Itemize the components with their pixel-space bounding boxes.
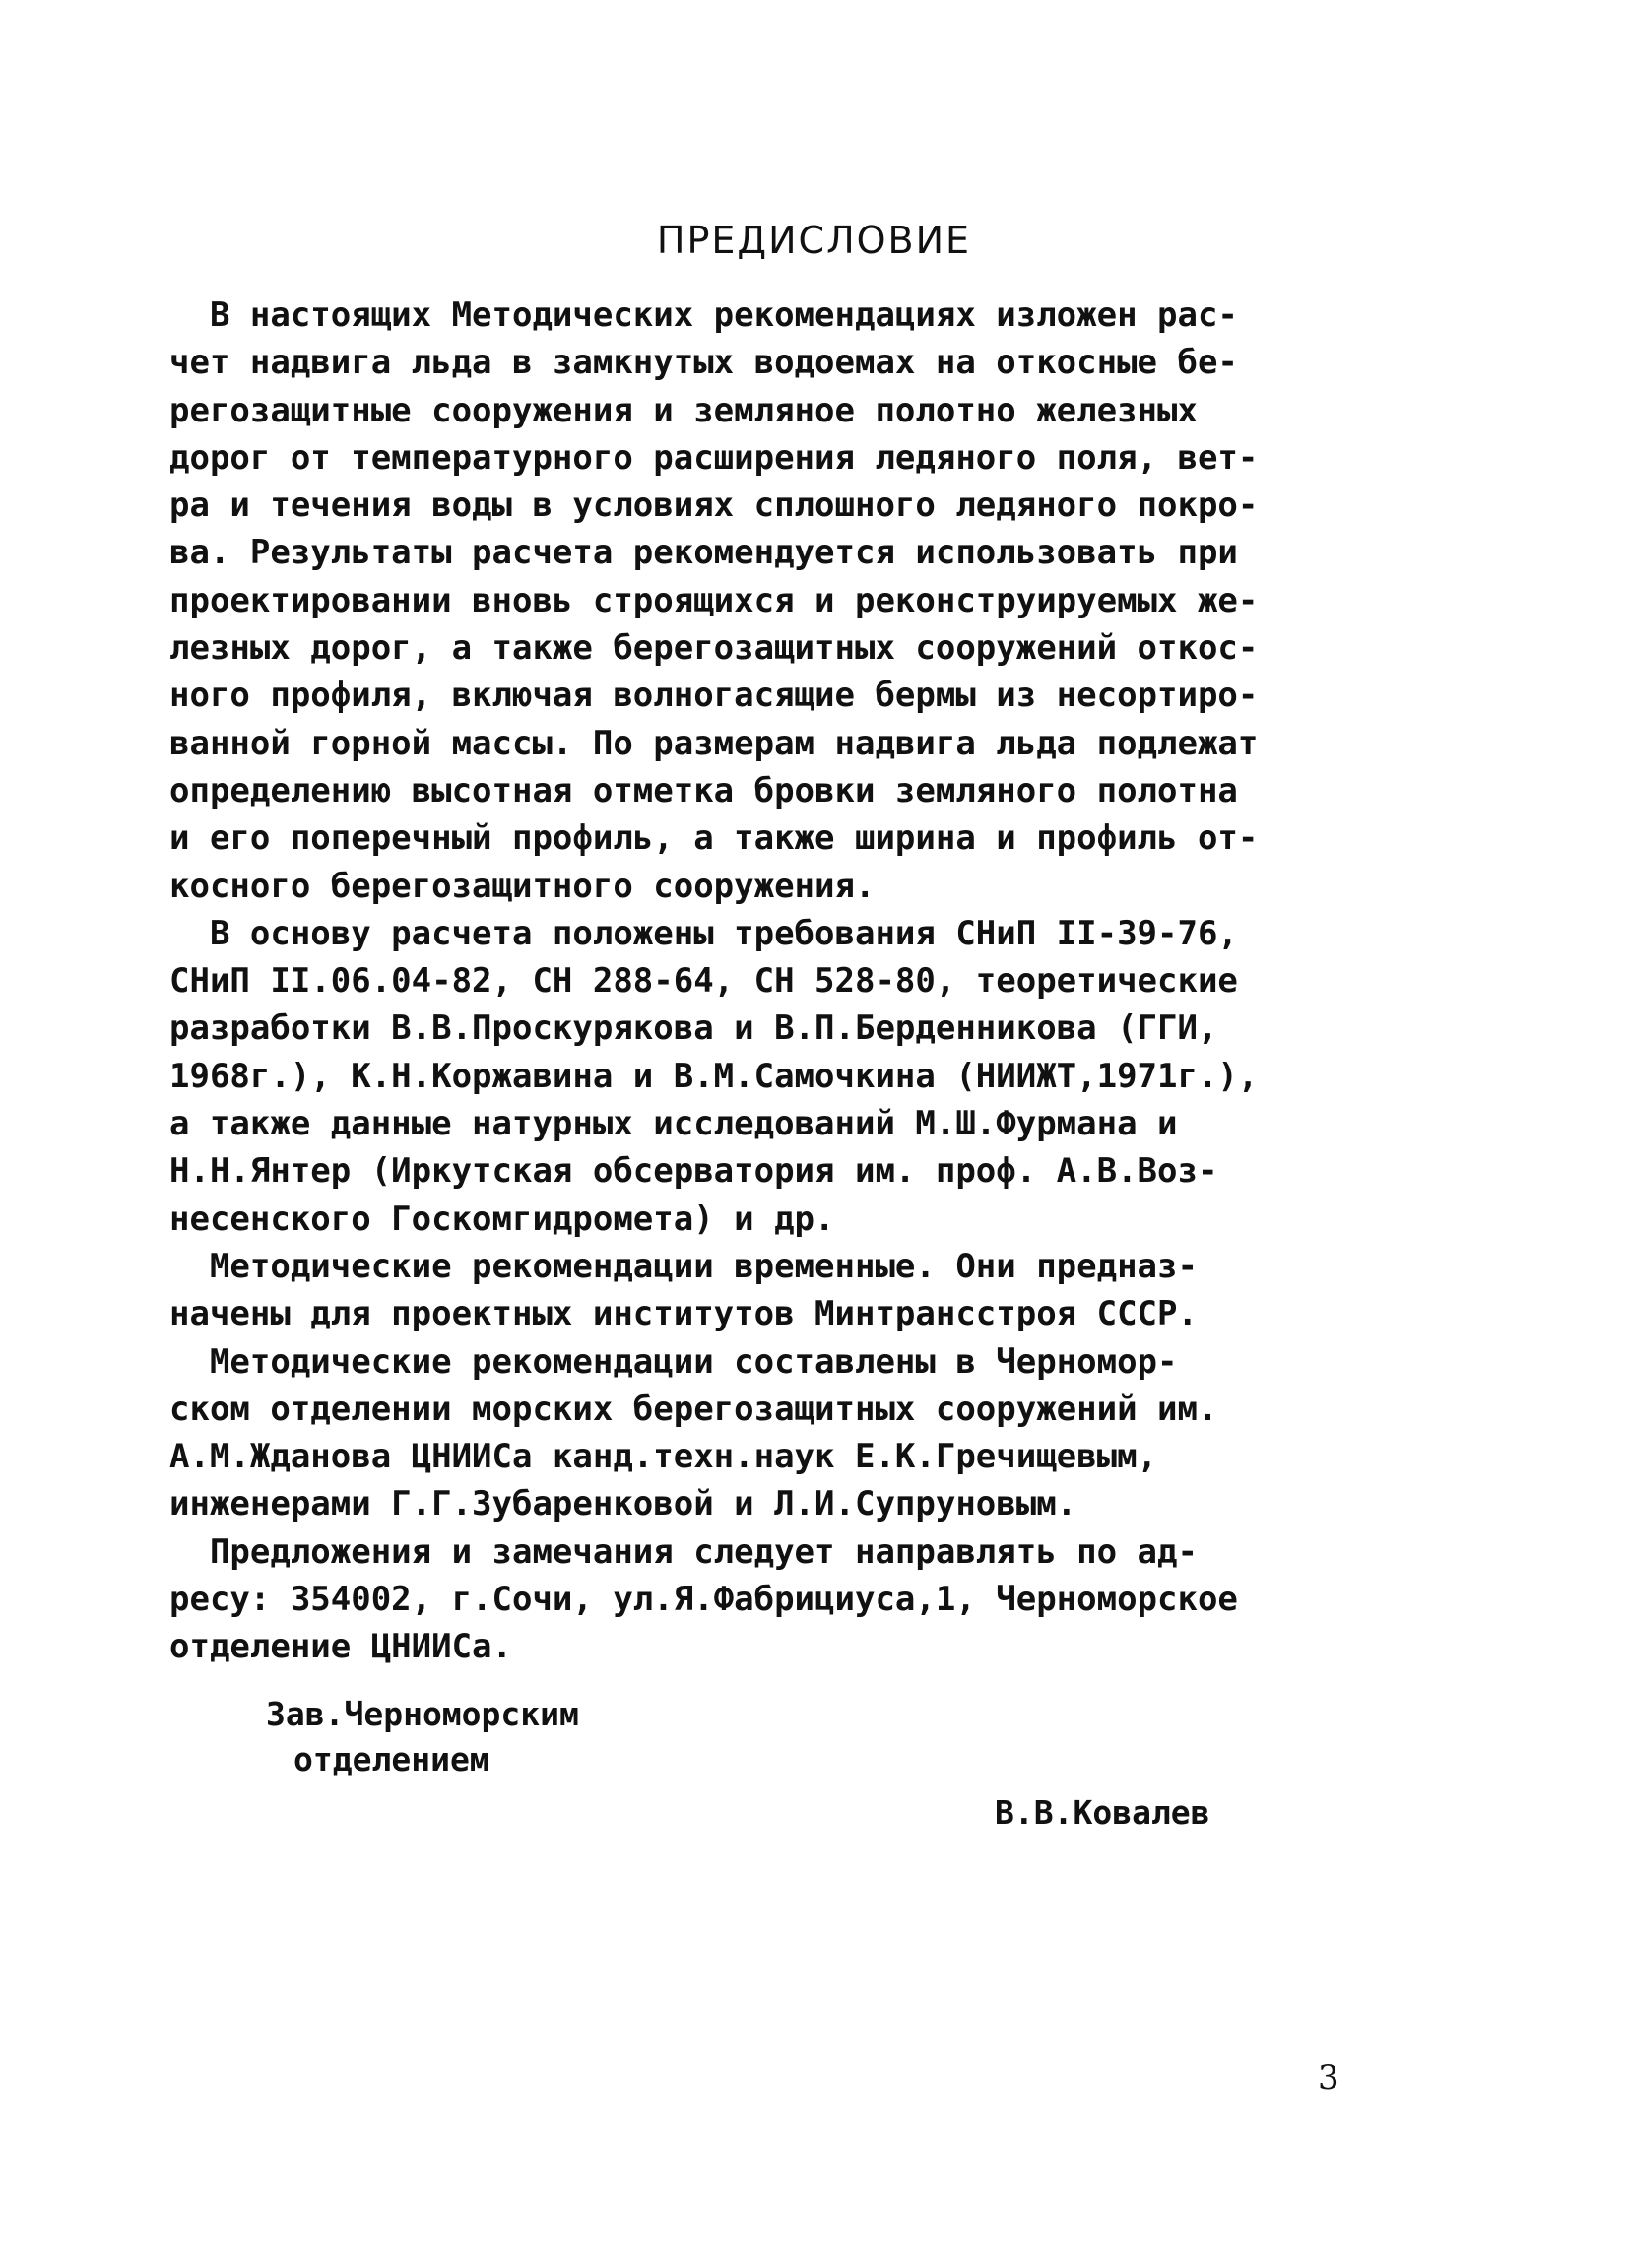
text-line: проектировании вновь строящихся и реконструируемых же- bbox=[169, 580, 1259, 620]
paragraph-authors bbox=[169, 1338, 1450, 1528]
text-line: а также данные натурных исследований М.Ш.Фурмана и bbox=[169, 1104, 1178, 1144]
signature-name: В.В.Ковалев bbox=[995, 1793, 1210, 1832]
text-line: инженерами Г.Г.Зубаренковой и Л.И.Супруновым. bbox=[169, 1484, 1077, 1524]
text-line: дорог от температурного расширения ледяного поля, вет- bbox=[169, 437, 1259, 478]
paragraph-basis bbox=[169, 910, 1450, 1243]
text-line: ва. Результаты расчета рекомендуется использовать при bbox=[169, 533, 1238, 573]
text-line: В основу расчета положены требования СНиП II-39-76, bbox=[169, 913, 1238, 953]
paragraph-status bbox=[169, 1243, 1450, 1338]
text-line: СНиП II.06.04-82, СН 288-64, СН 528-80, теоретические bbox=[169, 961, 1238, 1002]
text-line: Методические рекомендации временные. Они предназ- bbox=[169, 1246, 1198, 1286]
page-number: 3 bbox=[1318, 2058, 1339, 2098]
paragraph-scope bbox=[169, 292, 1450, 910]
text-line: В настоящих Методических рекомендациях изложен рас- bbox=[169, 295, 1238, 335]
text-line: ском отделении морских берегозащитных сооружений им. bbox=[169, 1389, 1218, 1429]
signature-position bbox=[266, 1692, 579, 1782]
text-line: А.М.Жданова ЦНИИСа канд.техн.наук Е.К.Гречищевым, bbox=[169, 1437, 1158, 1477]
text-line: начены для проектных институтов Минтрансстроя СССР. bbox=[169, 1294, 1198, 1334]
text-line: 1968г.), К.Н.Коржавина и В.М.Самочкина (НИИЖТ,1971г.), bbox=[169, 1056, 1259, 1096]
paragraph-address bbox=[169, 1528, 1450, 1671]
text-line: лезных дорог, а также берегозащитных сооружений откос- bbox=[169, 628, 1259, 669]
text-line: чет надвига льда в замкнутых водоемах на откосные бе- bbox=[169, 343, 1238, 383]
text-line: регозащитные сооружения и земляное полотно железных bbox=[169, 390, 1198, 430]
text-line: косного берегозащитного сооружения. bbox=[169, 866, 876, 906]
text-line: ра и течения воды в условиях сплошного ледяного покро- bbox=[169, 486, 1259, 526]
text-line: ресу: 354002, г.Сочи, ул.Я.Фабрициуса,1, Черноморское bbox=[169, 1580, 1238, 1620]
signature-position-line1: Зав.Черноморским bbox=[266, 1695, 579, 1733]
text-line: Предложения и замечания следует направлять по ад- bbox=[169, 1531, 1198, 1572]
text-line: Н.Н.Янтер (Иркутская обсерватория им. проф. А.В.Воз- bbox=[169, 1151, 1218, 1192]
text-line: ванной горной массы. По размерам надвига льда подлежат bbox=[169, 723, 1259, 763]
text-line: разработки В.В.Проскурякова и В.П.Берденникова (ГГИ, bbox=[169, 1008, 1218, 1049]
text-line: отделение ЦНИИСа. bbox=[169, 1627, 512, 1667]
preface-body bbox=[169, 292, 1450, 1671]
text-line: Методические рекомендации составлены в Черномор- bbox=[169, 1341, 1178, 1382]
text-line: определению высотная отметка бровки земляного полотна bbox=[169, 770, 1238, 810]
text-line: несенского Госкомгидромета) и др. bbox=[169, 1199, 835, 1239]
text-line: и его поперечный профиль, а также ширина и профиль от- bbox=[169, 818, 1259, 859]
page-title: ПРЕДИСЛОВИЕ bbox=[656, 219, 972, 262]
text-line: ного профиля, включая волногасящие бермы из несортиро- bbox=[169, 676, 1259, 716]
signature-position-line2: отделением bbox=[293, 1740, 489, 1779]
